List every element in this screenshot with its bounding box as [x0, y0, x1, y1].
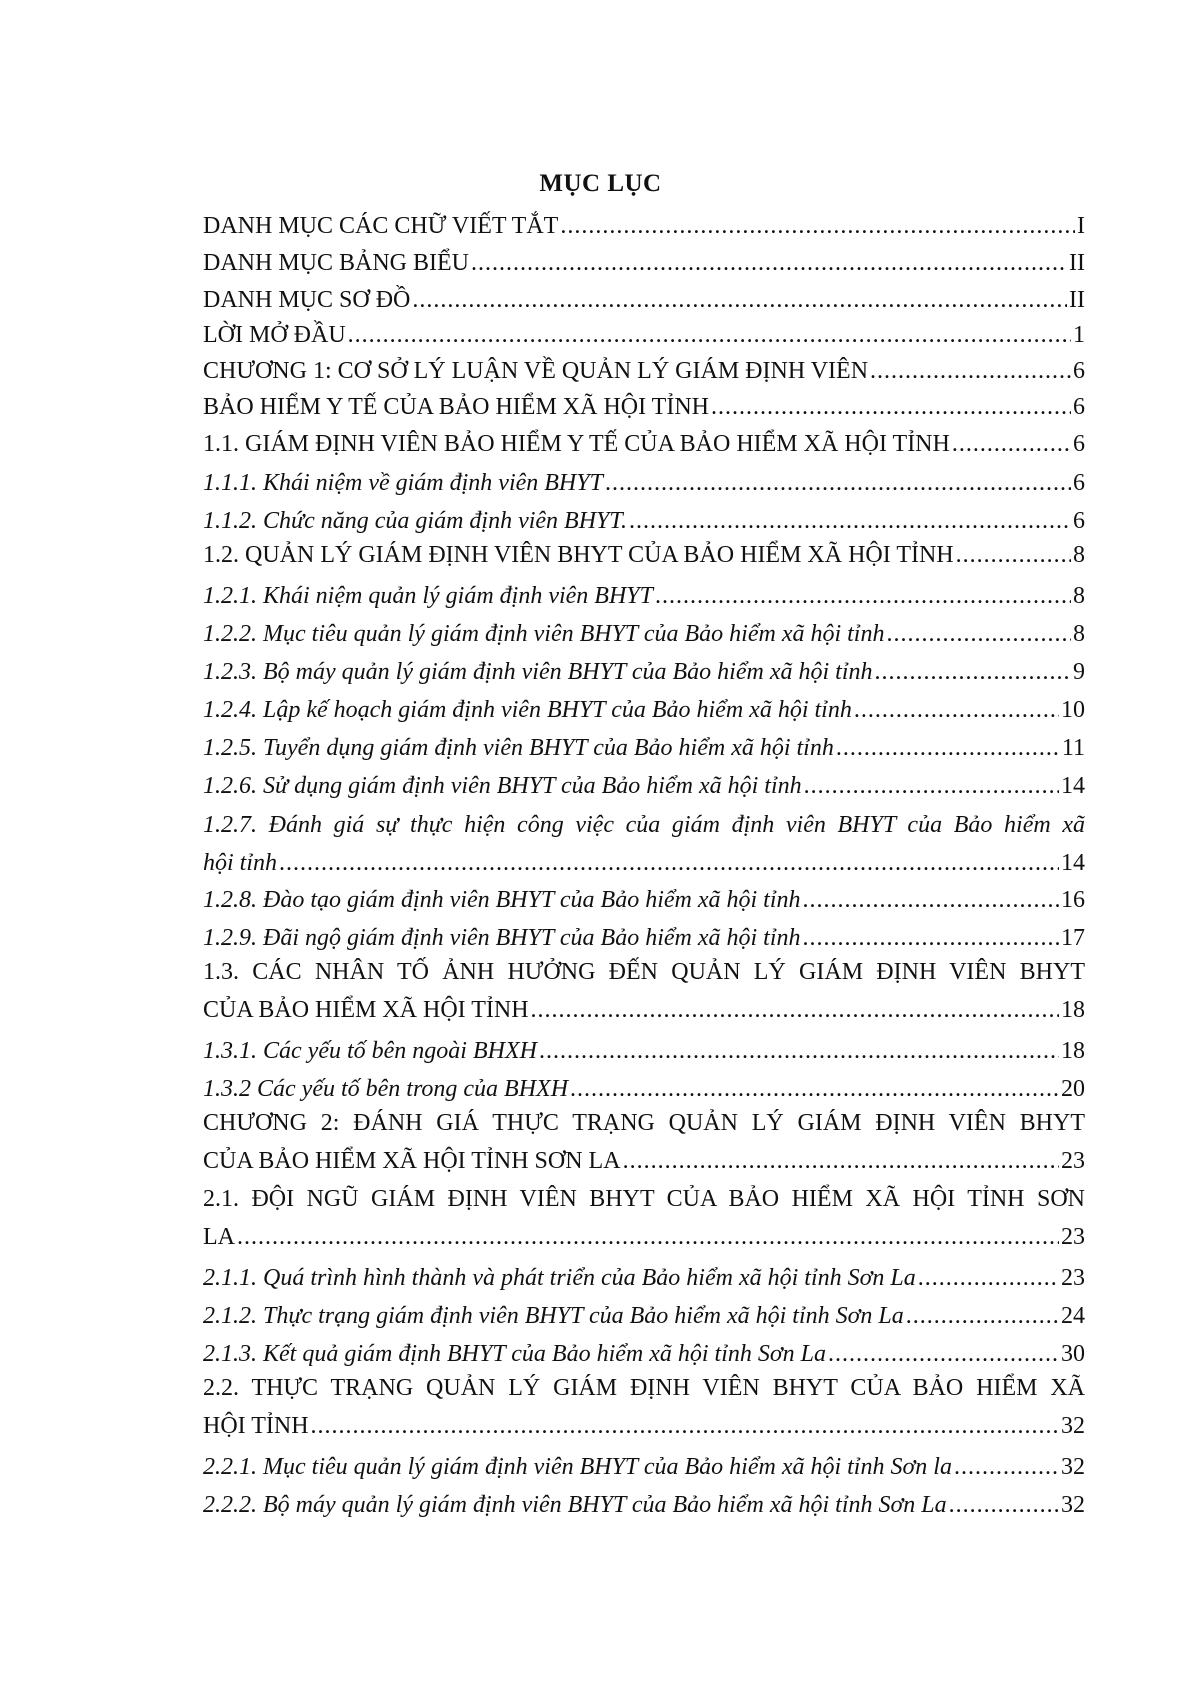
toc-page-number: 17 [1061, 925, 1085, 951]
toc-page-number: 8 [1073, 542, 1085, 568]
toc-entry-text-continued: CỦA BẢO HIỂM XÃ HỘI TỈNH [203, 997, 529, 1023]
toc-page-number: II [1069, 250, 1085, 276]
dot-leader [836, 733, 1060, 763]
toc-entry[interactable] [203, 540, 1085, 570]
toc-page-number: 32 [1061, 1492, 1085, 1518]
toc-page-number: 23 [1061, 1224, 1085, 1250]
toc-page-number: 30 [1061, 1341, 1085, 1367]
toc-page-number: 23 [1061, 1265, 1085, 1291]
toc-page-number: 6 [1073, 508, 1085, 534]
toc-entry[interactable] [203, 1184, 1085, 1252]
toc-entry-text: 1.2.1. Khái niệm quản lý giám định viên BHYT [203, 583, 653, 609]
toc-entry[interactable] [203, 1263, 1085, 1293]
toc-page-number: 18 [1061, 997, 1085, 1023]
toc-entry-text: DANH MỤC CÁC CHỮ VIẾT TẮT [203, 213, 559, 239]
toc-page-number: 8 [1073, 621, 1085, 647]
toc-entry-text: 1.2.3. Bộ máy quản lý giám định viên BHYT của Bảo hiểm xã hội tỉnh [203, 659, 873, 685]
toc-entry[interactable] [203, 695, 1085, 725]
toc-entry-text: 1.2.7. Đánh giá sự thực hiện công việc của giám định viên BHYT của Bảo hiểm xã [203, 812, 1085, 838]
toc-entry[interactable] [203, 429, 1085, 459]
toc-page-number: 10 [1061, 697, 1085, 723]
toc-entry-text-continued: LA [203, 1224, 235, 1250]
dot-leader [956, 540, 1071, 570]
toc-entry[interactable] [203, 1490, 1085, 1520]
dot-leader [655, 581, 1071, 611]
toc-entry-text: 2.2. THỰC TRẠNG QUẢN LÝ GIÁM ĐỊNH VIÊN BHYT CỦA BẢO HIỂM XÃ [203, 1375, 1085, 1401]
toc-entry-text: 2.2.1. Mục tiêu quản lý giám định viên BHYT của Bảo hiểm xã hội tỉnh Sơn la [203, 1454, 952, 1480]
toc-entry[interactable] [203, 733, 1085, 763]
toc-page-number: 6 [1073, 394, 1085, 420]
toc-entry[interactable] [203, 356, 1085, 386]
toc-entry-text: 1.2.4. Lập kế hoạch giám định viên BHYT của Bảo hiểm xã hội tỉnh [203, 697, 852, 723]
dot-leader [237, 1222, 1059, 1252]
toc-page-number: 11 [1061, 735, 1085, 761]
toc-entry-text: 1.1.2. Chức năng của giám định viên BHYT. [203, 508, 627, 534]
toc-entry-text-continued: CỦA BẢO HIỂM XÃ HỘI TỈNH SƠN LA [203, 1148, 621, 1174]
toc-page-number: 6 [1073, 431, 1085, 457]
dot-leader [560, 211, 1075, 241]
toc-entry-text: 1.2.6. Sử dụng giám định viên BHYT của Bảo hiểm xã hội tỉnh [203, 773, 802, 799]
dot-leader [803, 885, 1059, 915]
toc-page-number: 32 [1061, 1454, 1085, 1480]
page-title: MỤC LỤC [539, 170, 662, 197]
toc-page-number: 8 [1073, 583, 1085, 609]
dot-leader [623, 1146, 1059, 1176]
toc-page-number: 6 [1073, 470, 1085, 496]
toc-entry-text: 1.2. QUẢN LÝ GIÁM ĐỊNH VIÊN BHYT CỦA BẢO HIỂM XÃ HỘI TỈNH [203, 542, 954, 568]
toc-entry-text: LỜI MỞ ĐẦU [203, 322, 346, 348]
toc-entry-text: 1.2.8. Đào tạo giám định viên BHYT của Bảo hiểm xã hội tỉnh [203, 887, 801, 913]
toc-entry-text: 2.1.2. Thực trạng giám định viên BHYT của Bảo hiểm xã hội tỉnh Sơn La [203, 1303, 904, 1329]
toc-entry[interactable] [203, 1301, 1085, 1331]
toc-page-number: 24 [1061, 1303, 1085, 1329]
toc-entry[interactable] [203, 581, 1085, 611]
toc-entry-text: DANH MỤC SƠ ĐỒ [203, 287, 411, 313]
toc-page-number: 14 [1061, 773, 1085, 799]
dot-leader [570, 1074, 1059, 1104]
toc-page-number: 32 [1061, 1413, 1085, 1439]
toc-entry-text: CHƯƠNG 1: CƠ SỞ LÝ LUẬN VỀ QUẢN LÝ GIÁM ĐỊNH VIÊN [203, 358, 869, 384]
dot-leader [854, 695, 1059, 725]
toc-entry-text: 1.3.2 Các yếu tố bên trong của BHXH [203, 1076, 569, 1102]
toc-entry[interactable] [203, 771, 1085, 801]
toc-entry-text: 1.1.1. Khái niệm về giám định viên BHYT [203, 470, 603, 496]
dot-leader [870, 356, 1071, 386]
dot-leader [471, 248, 1067, 278]
toc-entry[interactable] [203, 1036, 1085, 1066]
toc-page-number: 16 [1061, 887, 1085, 913]
toc-page-number: 14 [1061, 850, 1085, 876]
toc-entry-text: 1.2.2. Mục tiêu quản lý giám định viên BHYT của Bảo hiểm xã hội tỉnh [203, 621, 885, 647]
toc-page-number: 9 [1073, 659, 1085, 685]
toc-entry[interactable] [203, 619, 1085, 649]
dot-leader [279, 848, 1059, 878]
toc-entry[interactable] [203, 211, 1085, 241]
dot-leader [886, 619, 1071, 649]
dot-leader [348, 320, 1071, 350]
toc-entry-text: 2.1.3. Kết quả giám định BHYT của Bảo hiểm xã hội tỉnh Sơn La [203, 1341, 827, 1367]
toc-page-number: I [1077, 213, 1085, 239]
dot-leader [874, 657, 1071, 687]
dot-leader [918, 1263, 1059, 1293]
toc-entry-text-continued: hội tỉnh [203, 850, 278, 876]
toc-entry-text: 1.3. CÁC NHÂN TỐ ẢNH HƯỞNG ĐẾN QUẢN LÝ GIÁM ĐỊNH VIÊN BHYT [203, 959, 1085, 985]
toc-entry[interactable] [203, 392, 1085, 422]
toc-entry-text: 1.2.9. Đãi ngộ giám định viên BHYT của Bảo hiểm xã hội tỉnh [203, 925, 801, 951]
dot-leader [906, 1301, 1059, 1331]
toc-page-number: 1 [1073, 322, 1085, 348]
toc-entry[interactable] [203, 810, 1085, 878]
toc-page-number: 18 [1061, 1038, 1085, 1064]
toc-entry-text-continued: HỘI TỈNH [203, 1413, 309, 1439]
toc-entry[interactable] [203, 248, 1085, 278]
dot-leader [803, 923, 1059, 953]
toc-entry[interactable] [203, 468, 1085, 498]
toc-page-number: 6 [1073, 358, 1085, 384]
toc-entry-text: 2.1. ĐỘI NGŨ GIÁM ĐỊNH VIÊN BHYT CỦA BẢO HIỂM XÃ HỘI TỈNH SƠN [203, 1186, 1085, 1212]
toc-page-number: 23 [1061, 1148, 1085, 1174]
dot-leader [311, 1411, 1059, 1441]
toc-entry-text: CHƯƠNG 2: ĐÁNH GIÁ THỰC TRẠNG QUẢN LÝ GIÁM ĐỊNH VIÊN BHYT [203, 1110, 1085, 1136]
toc-entry[interactable] [203, 1339, 1085, 1369]
toc-page-number: 20 [1061, 1076, 1085, 1102]
table-of-contents [203, 0, 1085, 1698]
toc-entry[interactable] [203, 1373, 1085, 1441]
dot-leader [629, 506, 1071, 536]
toc-entry[interactable] [203, 923, 1085, 953]
toc-entry-text: 1.2.5. Tuyển dụng giám định viên BHYT của Bảo hiểm xã hội tỉnh [203, 735, 834, 761]
toc-entry[interactable] [203, 885, 1085, 915]
toc-entry[interactable] [203, 657, 1085, 687]
dot-leader [952, 429, 1071, 459]
toc-entry[interactable] [203, 1452, 1085, 1482]
toc-entry-text: DANH MỤC BẢNG BIỂU [203, 250, 470, 276]
toc-entry-text: BẢO HIỂM Y TẾ CỦA BẢO HIỂM XÃ HỘI TỈNH [203, 394, 709, 420]
dot-leader [605, 468, 1071, 498]
dot-leader [711, 392, 1071, 422]
toc-entry-text: 2.1.1. Quá trình hình thành và phát triển của Bảo hiểm xã hội tỉnh Sơn La [203, 1265, 916, 1291]
toc-entry[interactable] [203, 320, 1085, 350]
toc-entry-text: 1.1. GIÁM ĐỊNH VIÊN BẢO HIỂM Y TẾ CỦA BẢO HIỂM XÃ HỘI TỈNH [203, 431, 950, 457]
toc-page-number: II [1069, 287, 1085, 313]
toc-entry[interactable] [203, 1108, 1085, 1176]
dot-leader [539, 1036, 1059, 1066]
toc-entry-text: 1.3.1. Các yếu tố bên ngoài BHXH [203, 1038, 537, 1064]
toc-entry[interactable] [203, 285, 1085, 315]
toc-entry[interactable] [203, 957, 1085, 1025]
toc-entry[interactable] [203, 1074, 1085, 1104]
dot-leader [804, 771, 1059, 801]
dot-leader [828, 1339, 1059, 1369]
dot-leader [412, 285, 1067, 315]
dot-leader [954, 1452, 1059, 1482]
toc-entry[interactable] [203, 506, 1085, 536]
dot-leader [531, 995, 1059, 1025]
toc-entry-text: 2.2.2. Bộ máy quản lý giám định viên BHYT của Bảo hiểm xã hội tỉnh Sơn La [203, 1492, 947, 1518]
dot-leader [949, 1490, 1059, 1520]
